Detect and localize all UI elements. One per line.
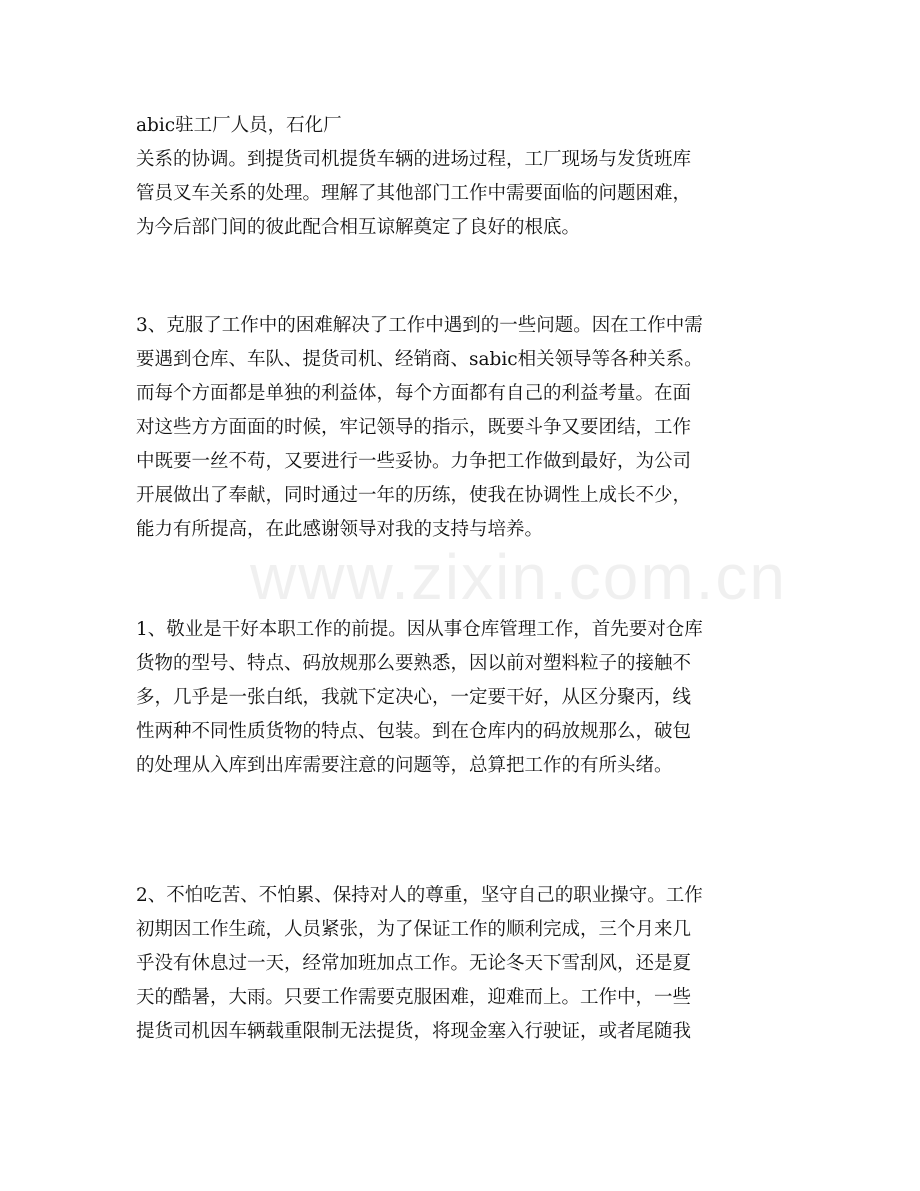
text-line: 开展做出了奉献，同时通过一年的历练，使我在协调性上成长不少， xyxy=(136,485,692,506)
text-line: 货物的型号、特点、码放规那么要熟悉，因以前对塑料粒子的接触不 xyxy=(136,653,692,674)
text-line: 天的酷暑，大雨。只要工作需要克服困难，迎难而上。工作中，一些 xyxy=(136,987,692,1008)
text-line: 关系的协调。到提货司机提货车辆的进场过程，工厂现场与发货班库 xyxy=(136,149,692,170)
text-line: 为今后部门间的彼此配合相互谅解奠定了良好的根底。 xyxy=(136,217,581,238)
text-line: 中既要一丝不苟，又要进行一些妥协。力争把工作做到最好，为公司 xyxy=(136,451,692,472)
text-line: 初期因工作生疏，人员紧张，为了保证工作的顺利完成，三个月来几 xyxy=(136,919,692,940)
text-line: 管员叉车关系的处理。理解了其他部门工作中需要面临的问题困难， xyxy=(136,183,692,204)
text-line: abic驻工厂人员，石化厂 xyxy=(136,115,342,136)
text-line: 能力有所提高，在此感谢领导对我的支持与培养。 xyxy=(136,519,544,540)
text-line: 1、敬业是干好本职工作的前提。因从事仓库管理工作，首先要对仓库 xyxy=(136,619,703,640)
watermark: www.zixin.com.cn xyxy=(250,541,787,613)
text-line: 提货司机因车辆载重限制无法提货，将现金塞入行驶证，或者尾随我 xyxy=(136,1021,692,1042)
text-line: 而每个方面都是单独的利益体，每个方面都有自己的利益考量。在面 xyxy=(136,383,692,404)
text-line: 多，几乎是一张白纸，我就下定决心，一定要干好，从区分聚丙，线 xyxy=(136,687,692,708)
text-line: 2、不怕吃苦、不怕累、保持对人的尊重，坚守自己的职业操守。工作 xyxy=(136,885,703,906)
text-line: 对这些方方面面的时候，牢记领导的指示，既要斗争又要团结，工作 xyxy=(136,417,692,438)
text-line: 乎没有休息过一天，经常加班加点工作。无论冬天下雪刮风，还是夏 xyxy=(136,953,692,974)
text-line: 的处理从入库到出库需要注意的问题等，总算把工作的有所头绪。 xyxy=(136,755,673,776)
text-line: 性两种不同性质货物的特点、包装。到在仓库内的码放规那么，破包 xyxy=(136,721,692,742)
text-line: 要遇到仓库、车队、提货司机、经销商、sabic相关领导等各种关系。 xyxy=(136,349,703,370)
text-line: 3、克服了工作中的困难解决了工作中遇到的一些问题。因在工作中需 xyxy=(136,315,703,336)
